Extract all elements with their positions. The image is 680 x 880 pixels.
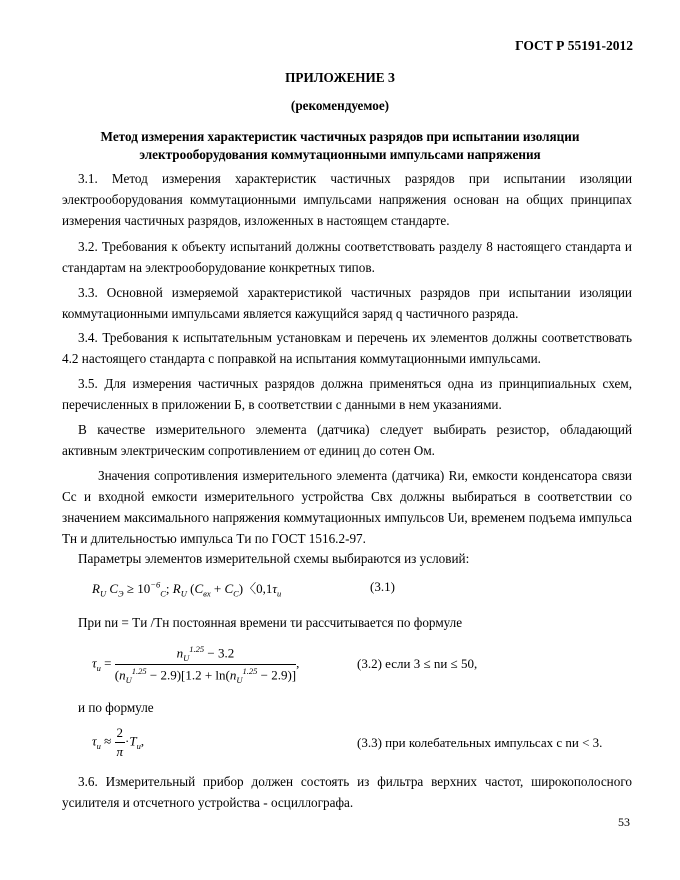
- paragraph-resistor: В качестве измерительного элемента (датчика) следует выбирать резистор, обладающий активным электрическим сопротивлением от единиц до сотен Ом.: [62, 422, 632, 458]
- equation-3-3: $\tau_и$ ≈ $\frac{2}{\pi}$ $\cdot T_и$,: [92, 725, 145, 759]
- paragraph-3-3: 3.3. Основной измеряемой характеристикой частичных разрядов при испытании изоляции коммутационными импульсами является кажущийся заряд q частичного разряда.: [62, 285, 632, 321]
- appendix-heading-line1: Метод измерения характеристик частичных разрядов при испытании изоляции: [100, 129, 580, 144]
- paragraph-3-4: 3.4. Требования к испытательным установкам и перечень их элементов должны соответствовать 4.2 настоящего стандарта с поправкой на испытания коммутационными импульсами.: [62, 330, 632, 366]
- equation-3-2: $\tau_и$ = $\frac{n_U^{1.25} - 3.2}{(n_U^{1.25} - 2.9)[1.2 + \ln(n_U^{1.25} - 2.9)]}$ ,: [92, 644, 300, 685]
- appendix-heading-line2: электрооборудования коммутационными импульсами напряжения: [139, 147, 541, 162]
- appendix-subtitle: (рекомендуемое): [290, 98, 390, 113]
- paragraph-and-formula: и по формуле: [78, 700, 154, 715]
- equation-3-1: $R_U$ $C_Э \ge 10^{-6}_C$; $R_U$ $(C_{вх} + C_C)$〈$0,1\tau_и$: [92, 579, 282, 599]
- paragraph-values: Значения сопротивления измерительного элемента (датчика) Rи, емкости конденсатора связи Cc и входной емкости измерительного устройства Cвх должны выбираться в соответствии со значением максимального напряжения коммутационных импульсов Uи, временем подъема импульса Tн и длительностью импульса Tи по ГОСТ 1516.2-97.: [62, 468, 632, 546]
- paragraph-3-5: 3.5. Для измерения частичных разрядов должна применяться одна из принципиальных схем, перечисленных в приложении Б, в соответствии с данными в нем указаниями.: [62, 376, 632, 412]
- paragraph-3-1: 3.1. Метод измерения характеристик частичных разрядов при испытании изоляции электрооборудования коммутационными импульсами напряжения основан на общих принципах измерения частичных разрядов, изложенных в настоящем стандарте.: [62, 171, 632, 228]
- paragraph-3-2: 3.2. Требования к объекту испытаний должны соответствовать разделу 8 настоящего стандарта и стандартам на электрооборудование конкретных типов.: [62, 239, 632, 275]
- appendix-title: ПРИЛОЖЕНИЕ З: [285, 70, 395, 85]
- document-header: ГОСТ Р 55191-2012: [515, 38, 633, 53]
- page-number: 53: [618, 815, 630, 829]
- paragraph-3-6: 3.6. Измерительный прибор должен состоять из фильтра верхних частот, широкополосного усилителя и отсчетного устройства - осциллографа.: [62, 774, 632, 810]
- equation-3-2-label: (3.2) если 3 ≤ nи ≤ 50,: [357, 656, 478, 671]
- paragraph-when: При nи = Tи /Tн постоянная времени τи рассчитывается по формуле: [78, 615, 463, 630]
- equation-3-3-label: (3.3) при колебательных импульсах с nи < 3.: [357, 735, 603, 750]
- paragraph-params: Параметры элементов измерительной схемы выбираются из условий:: [78, 551, 470, 566]
- equation-3-1-label: (3.1): [370, 579, 395, 594]
